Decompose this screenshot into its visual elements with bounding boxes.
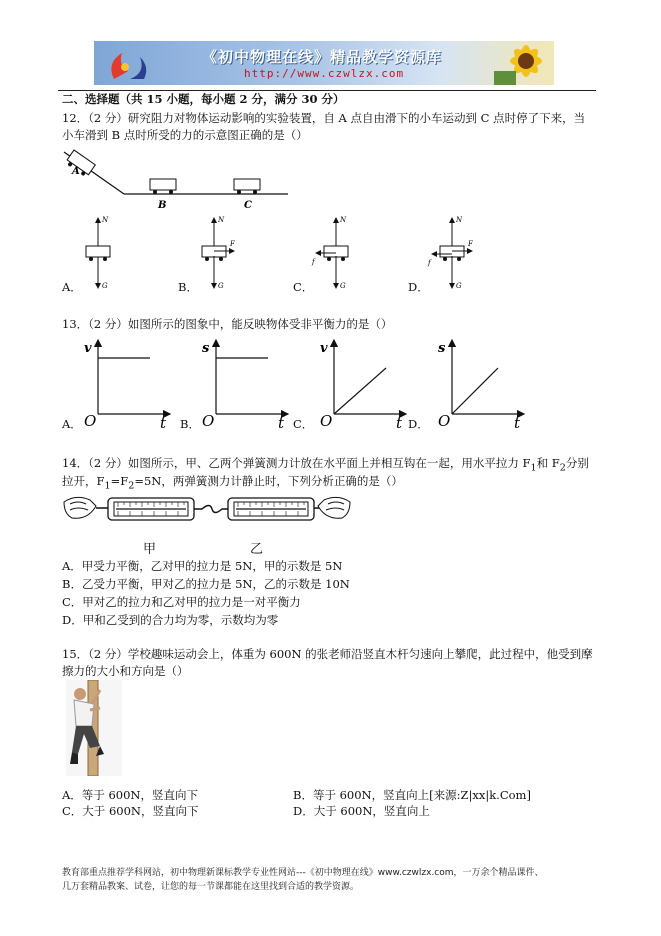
q13-text-line1: 13．（2 分）如图所示的图象中，能反映物体受非平衡力的是（） (62, 317, 393, 331)
svg-text:F: F (468, 240, 473, 248)
q15-option-b[interactable]: B．等于 600N，竖直向上[来源:Z|xx|k.Com] (293, 788, 531, 802)
q15-option-d[interactable]: D．大于 600N，竖直向上 (293, 804, 430, 818)
cart-on-slope (65, 150, 95, 178)
q14-spring-scale-figure (62, 490, 352, 532)
footer-line1: 教育部重点推荐学科网站，初中物理新课标教学专业性网站---《初中物理在线》www.czwlzx.com，一万余个精品课件、 (62, 868, 544, 878)
point-b-label: B (158, 200, 167, 211)
svg-text:s: s (202, 341, 210, 356)
q15-text-line1: 15．（2 分）学校趣味运动会上，体重为 600N 的张老师沿竖直木杆匀速向上攀爬，此过程中，他受到摩 (62, 647, 593, 661)
cart-at-c (234, 179, 260, 194)
footer-line2: 几万套精品教案、试卷，让您的每一节课都能在这里找到合适的教学资源。 (62, 882, 360, 892)
q14-option-b[interactable]: B．乙受力平衡，甲对乙的拉力是 5N，乙的示数是 10N (62, 577, 350, 591)
svg-text:G: G (456, 282, 462, 290)
svg-text:t: t (160, 414, 167, 432)
cart-at-b (150, 179, 176, 194)
q13-option-a-label[interactable]: A． (62, 417, 82, 431)
header-banner (94, 41, 554, 85)
svg-text:t: t (278, 414, 285, 432)
svg-text:N: N (218, 216, 225, 224)
q12-option-a-label[interactable]: A． (62, 280, 82, 294)
q12-option-b-label[interactable]: B． (178, 280, 198, 294)
q13-graph-b (202, 340, 288, 432)
q12-option-c-label[interactable]: C． (293, 280, 314, 294)
banner-url: http://www.czwlzx.com (244, 67, 405, 80)
svg-text:G: G (102, 282, 108, 290)
point-a-label: A (72, 166, 80, 177)
q14-text-line2: 拉开，$F_1=F_2=5N$，两弹簧测力计静止时，下列分析正确的是（） (62, 474, 403, 492)
label-yi: 乙 (250, 542, 264, 557)
svg-text:s: s (438, 341, 446, 356)
label-jia: 甲 (143, 542, 157, 557)
banner-title: 《初中物理在线》精品教学资源库 (202, 48, 443, 66)
q14-option-c[interactable]: C．甲对乙的拉力和乙对甲的拉力是一对平衡力 (62, 595, 301, 609)
svg-text:t: t (514, 414, 521, 432)
point-c-label: C (244, 200, 252, 211)
footer (62, 866, 622, 894)
q15-text-line2: 擦力的大小和方向是（） (62, 664, 189, 678)
q14-option-d[interactable]: D．甲和乙受到的合力均为零，示数均为零 (62, 613, 279, 627)
q13-option-c-label[interactable]: C． (293, 417, 314, 431)
svg-text:G: G (340, 282, 346, 290)
q12-track-figure (62, 144, 292, 214)
q12-option-d-diagram (427, 216, 474, 290)
q13-option-b-label[interactable]: B． (180, 417, 200, 431)
q12-option-c-diagram (311, 216, 348, 290)
q12-option-b-diagram (202, 216, 236, 290)
section-header: 二、选择题（共 15 小题，每小题 2 分，满分 30 分） (62, 92, 345, 106)
svg-text:t: t (396, 414, 403, 432)
svg-text:N: N (340, 216, 347, 224)
q13-graph-d (438, 340, 524, 432)
q15-option-a[interactable]: A．等于 600N，竖直向下 (62, 788, 198, 802)
svg-text:O: O (438, 412, 451, 430)
svg-text:F: F (230, 240, 235, 248)
svg-text:f: f (428, 259, 431, 267)
q12-text-line1: 12．（2 分）研究阻力对物体运动影响的实验装置，自 A 点自由滑下的小车运动到 C 点时停了下来，当 (62, 111, 586, 125)
q12-option-d-label[interactable]: D． (408, 280, 429, 294)
svg-text:N: N (102, 216, 109, 224)
svg-text:O: O (320, 412, 333, 430)
q14-text-line1: 14．（2 分）如图所示，甲、乙两个弹簧测力计放在水平面上并相互钩在一起，用水平拉力 $F_1$和 $F_2$分别 (62, 456, 589, 474)
site-logo-icon (100, 45, 160, 83)
sunflower-icon (486, 41, 554, 85)
svg-text:O: O (84, 412, 97, 430)
svg-text:N: N (456, 216, 463, 224)
q13-graph-a (84, 340, 170, 432)
q13-option-d-label[interactable]: D． (408, 417, 429, 431)
q12-option-a-diagram (86, 216, 110, 290)
svg-text:f: f (312, 258, 315, 266)
q12-text-line2: 小车滑到 B 点时所受的力的示意图正确的是（） (62, 128, 308, 142)
climber-image (66, 680, 122, 776)
q14-option-a[interactable]: A．甲受力平衡，乙对甲的拉力是 5N，甲的示数是 5N (62, 559, 343, 573)
svg-text:v: v (320, 341, 328, 356)
q15-option-c[interactable]: C．大于 600N，竖直向下 (62, 804, 199, 818)
svg-text:v: v (84, 341, 92, 356)
svg-text:O: O (202, 412, 215, 430)
svg-text:G: G (218, 282, 224, 290)
q13-graph-c (320, 340, 406, 432)
